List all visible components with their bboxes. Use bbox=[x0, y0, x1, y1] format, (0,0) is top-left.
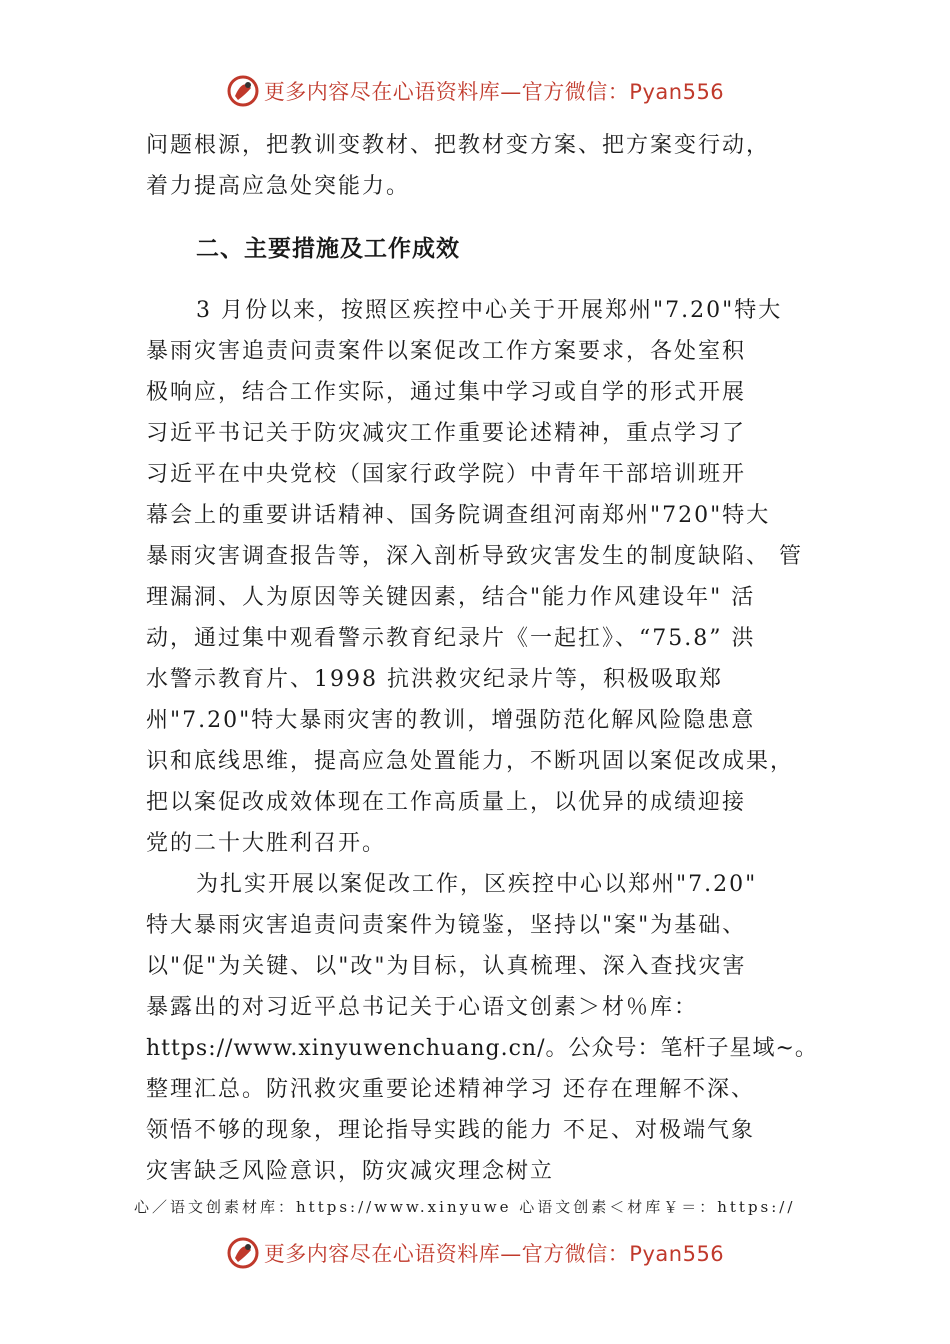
body-line: 为扎实开展以案促改工作，区疾控中心以郑州"7.20" bbox=[196, 872, 758, 897]
header-banner bbox=[0, 66, 950, 116]
header-banner-text: 更多内容尽在心语资料库—官方微信：Pyan556 bbox=[263, 80, 725, 104]
section-heading: 二、主要措施及工作成效 bbox=[196, 236, 460, 262]
body-line: 特大暴雨灾害追责问责案件为镜鉴，坚持以"案"为基础、 bbox=[146, 913, 747, 938]
body-line: 暴雨灾害追责问责案件以案促改工作方案要求，各处室积 bbox=[146, 339, 747, 364]
seal-logo-icon bbox=[226, 74, 260, 108]
body-line: 州"7.20"特大暴雨灾害的教训，增强防范化解风险隐患意 bbox=[146, 708, 756, 733]
body-line: 极响应，结合工作实际，通过集中学习或自学的形式开展 bbox=[146, 380, 747, 405]
body-line: 党的二十大胜利召开。 bbox=[146, 831, 387, 856]
body-line: 把以案促改成效体现在工作高质量上，以优异的成绩迎接 bbox=[146, 790, 747, 815]
body-line: 以"促"为关键、以"改"为目标，认真梳理、深入查找灾害 bbox=[146, 954, 747, 979]
body-line: 整理汇总。防汛救灾重要论述精神学习 还存在理解不深、 bbox=[146, 1077, 755, 1102]
seal-logo-icon bbox=[226, 1236, 260, 1270]
body-line: 习近平在中央党校（国家行政学院）中青年干部培训班开 bbox=[146, 462, 747, 487]
body-line: 理漏洞、人为原因等关键因素，结合"能力作风建设年" 活 bbox=[146, 585, 756, 610]
body-line: 3 月份以来，按照区疾控中心关于开展郑州"7.20"特大 bbox=[196, 298, 783, 323]
body-line: 着力提高应急处突能力。 bbox=[146, 174, 411, 199]
body-line: 领悟不够的现象，理论指导实践的能力 不足、对极端气象 bbox=[146, 1118, 755, 1143]
watermark-strip: 心／语文创素材库：https://www.xinyuwe 心语文创素＜材库￥＝：https:// bbox=[134, 1198, 796, 1216]
body-line: 动，通过集中观看警示教育纪录片《一起扛》、“75.8” 洪 bbox=[146, 626, 756, 651]
body-line: 问题根源，把教训变教材、把教材变方案、把方案变行动， bbox=[146, 133, 771, 158]
body-line: 暴露出的对习近平总书记关于心语文创素＞材％库： bbox=[146, 995, 699, 1020]
body-line: 灾害缺乏风险意识，防灾减灾理念树立 bbox=[146, 1159, 555, 1184]
footer-banner-text: 更多内容尽在心语资料库—官方微信：Pyan556 bbox=[263, 1242, 725, 1266]
body-line: 幕会上的重要讲话精神、国务院调查组河南郑州"720"特大 bbox=[146, 503, 771, 528]
footer-banner bbox=[0, 1228, 950, 1278]
body-line: 习近平书记关于防灾减灾工作重要论述精神，重点学习了 bbox=[146, 421, 747, 446]
body-line: 水警示教育片、1998 抗洪救灾纪录片等，积极吸取郑 bbox=[146, 667, 723, 692]
body-line-url: https://www.xinyuwenchuang.cn/。公众号：笔杆子星域~。 bbox=[146, 1036, 818, 1061]
body-line: 识和底线思维，提高应急处置能力，不断巩固以案促改成果， bbox=[146, 749, 795, 774]
body-line: 暴雨灾害调查报告等，深入剖析导致灾害发生的制度缺陷、 管 bbox=[146, 544, 803, 569]
